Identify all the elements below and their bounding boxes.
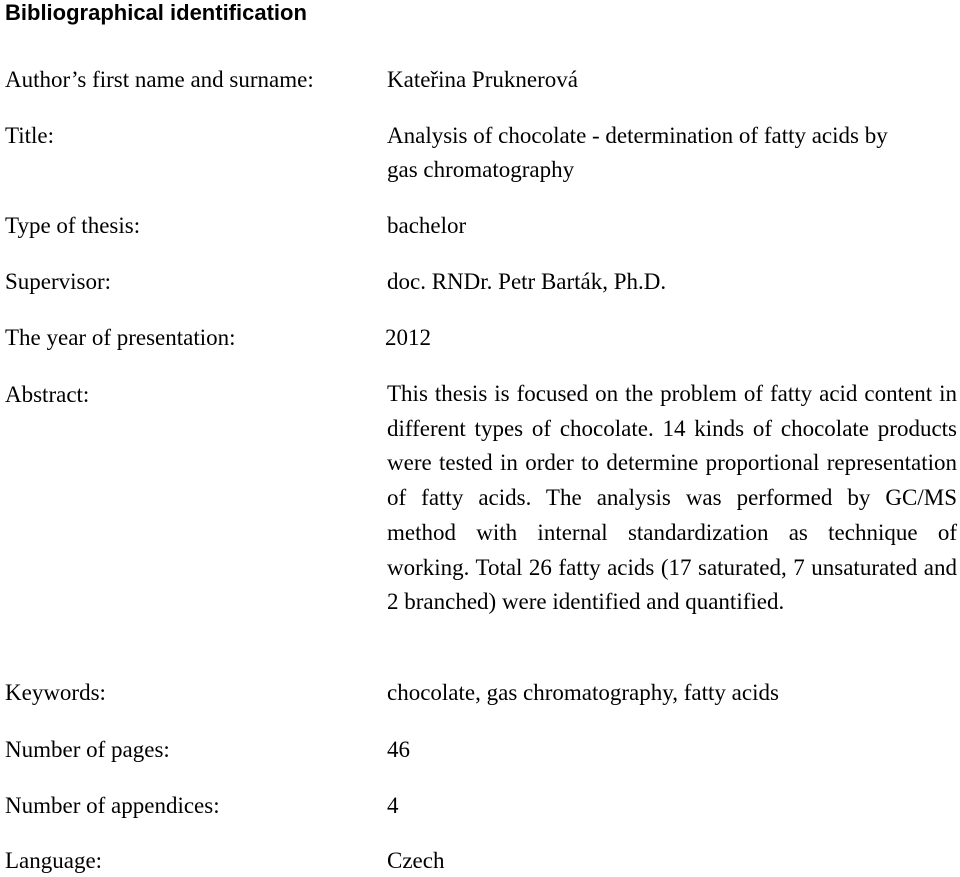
keywords-value: chocolate, gas chromatography, fatty acids: [387, 680, 779, 705]
keywords-label: Keywords:: [5, 680, 106, 705]
appendices-label: Number of appendices:: [5, 793, 220, 818]
abstract-label: Abstract:: [5, 382, 90, 407]
thesis-type-label: Type of thesis:: [5, 213, 141, 238]
year-value: 2012: [385, 325, 431, 350]
supervisor-value: doc. RNDr. Petr Barták, Ph.D.: [387, 269, 667, 294]
appendices-value: 4: [387, 793, 399, 818]
title-label: Title:: [5, 123, 55, 148]
language-label: Language:: [5, 848, 103, 873]
language-value: Czech: [387, 848, 445, 873]
title-value-line1: Analysis of chocolate - determination of fatty acids by: [387, 123, 888, 148]
page-heading: Bibliographical identification: [5, 0, 307, 25]
abstract-text: This thesis is focused on the problem of fatty acid content in different types of chocolate. 14 kinds of chocolate products were tested in order to determine proportional representation of fatty acids. The analysis was performed by GC/MS method with internal standardization as technique of working. Total 26 fatty acids (17 saturated, 7 unsaturated and 2 branched) were identified and quantified.: [387, 381, 957, 615]
year-label: The year of presentation:: [5, 325, 236, 350]
pages-value: 46: [387, 737, 410, 762]
author-value: Kateřina Pruknerová: [387, 67, 578, 92]
title-value-line2: gas chromatography: [387, 157, 575, 182]
thesis-type-value: bachelor: [387, 213, 467, 238]
pages-label: Number of pages:: [5, 737, 170, 762]
supervisor-label: Supervisor:: [5, 269, 112, 294]
author-label: Author’s first name and surname:: [5, 67, 314, 92]
